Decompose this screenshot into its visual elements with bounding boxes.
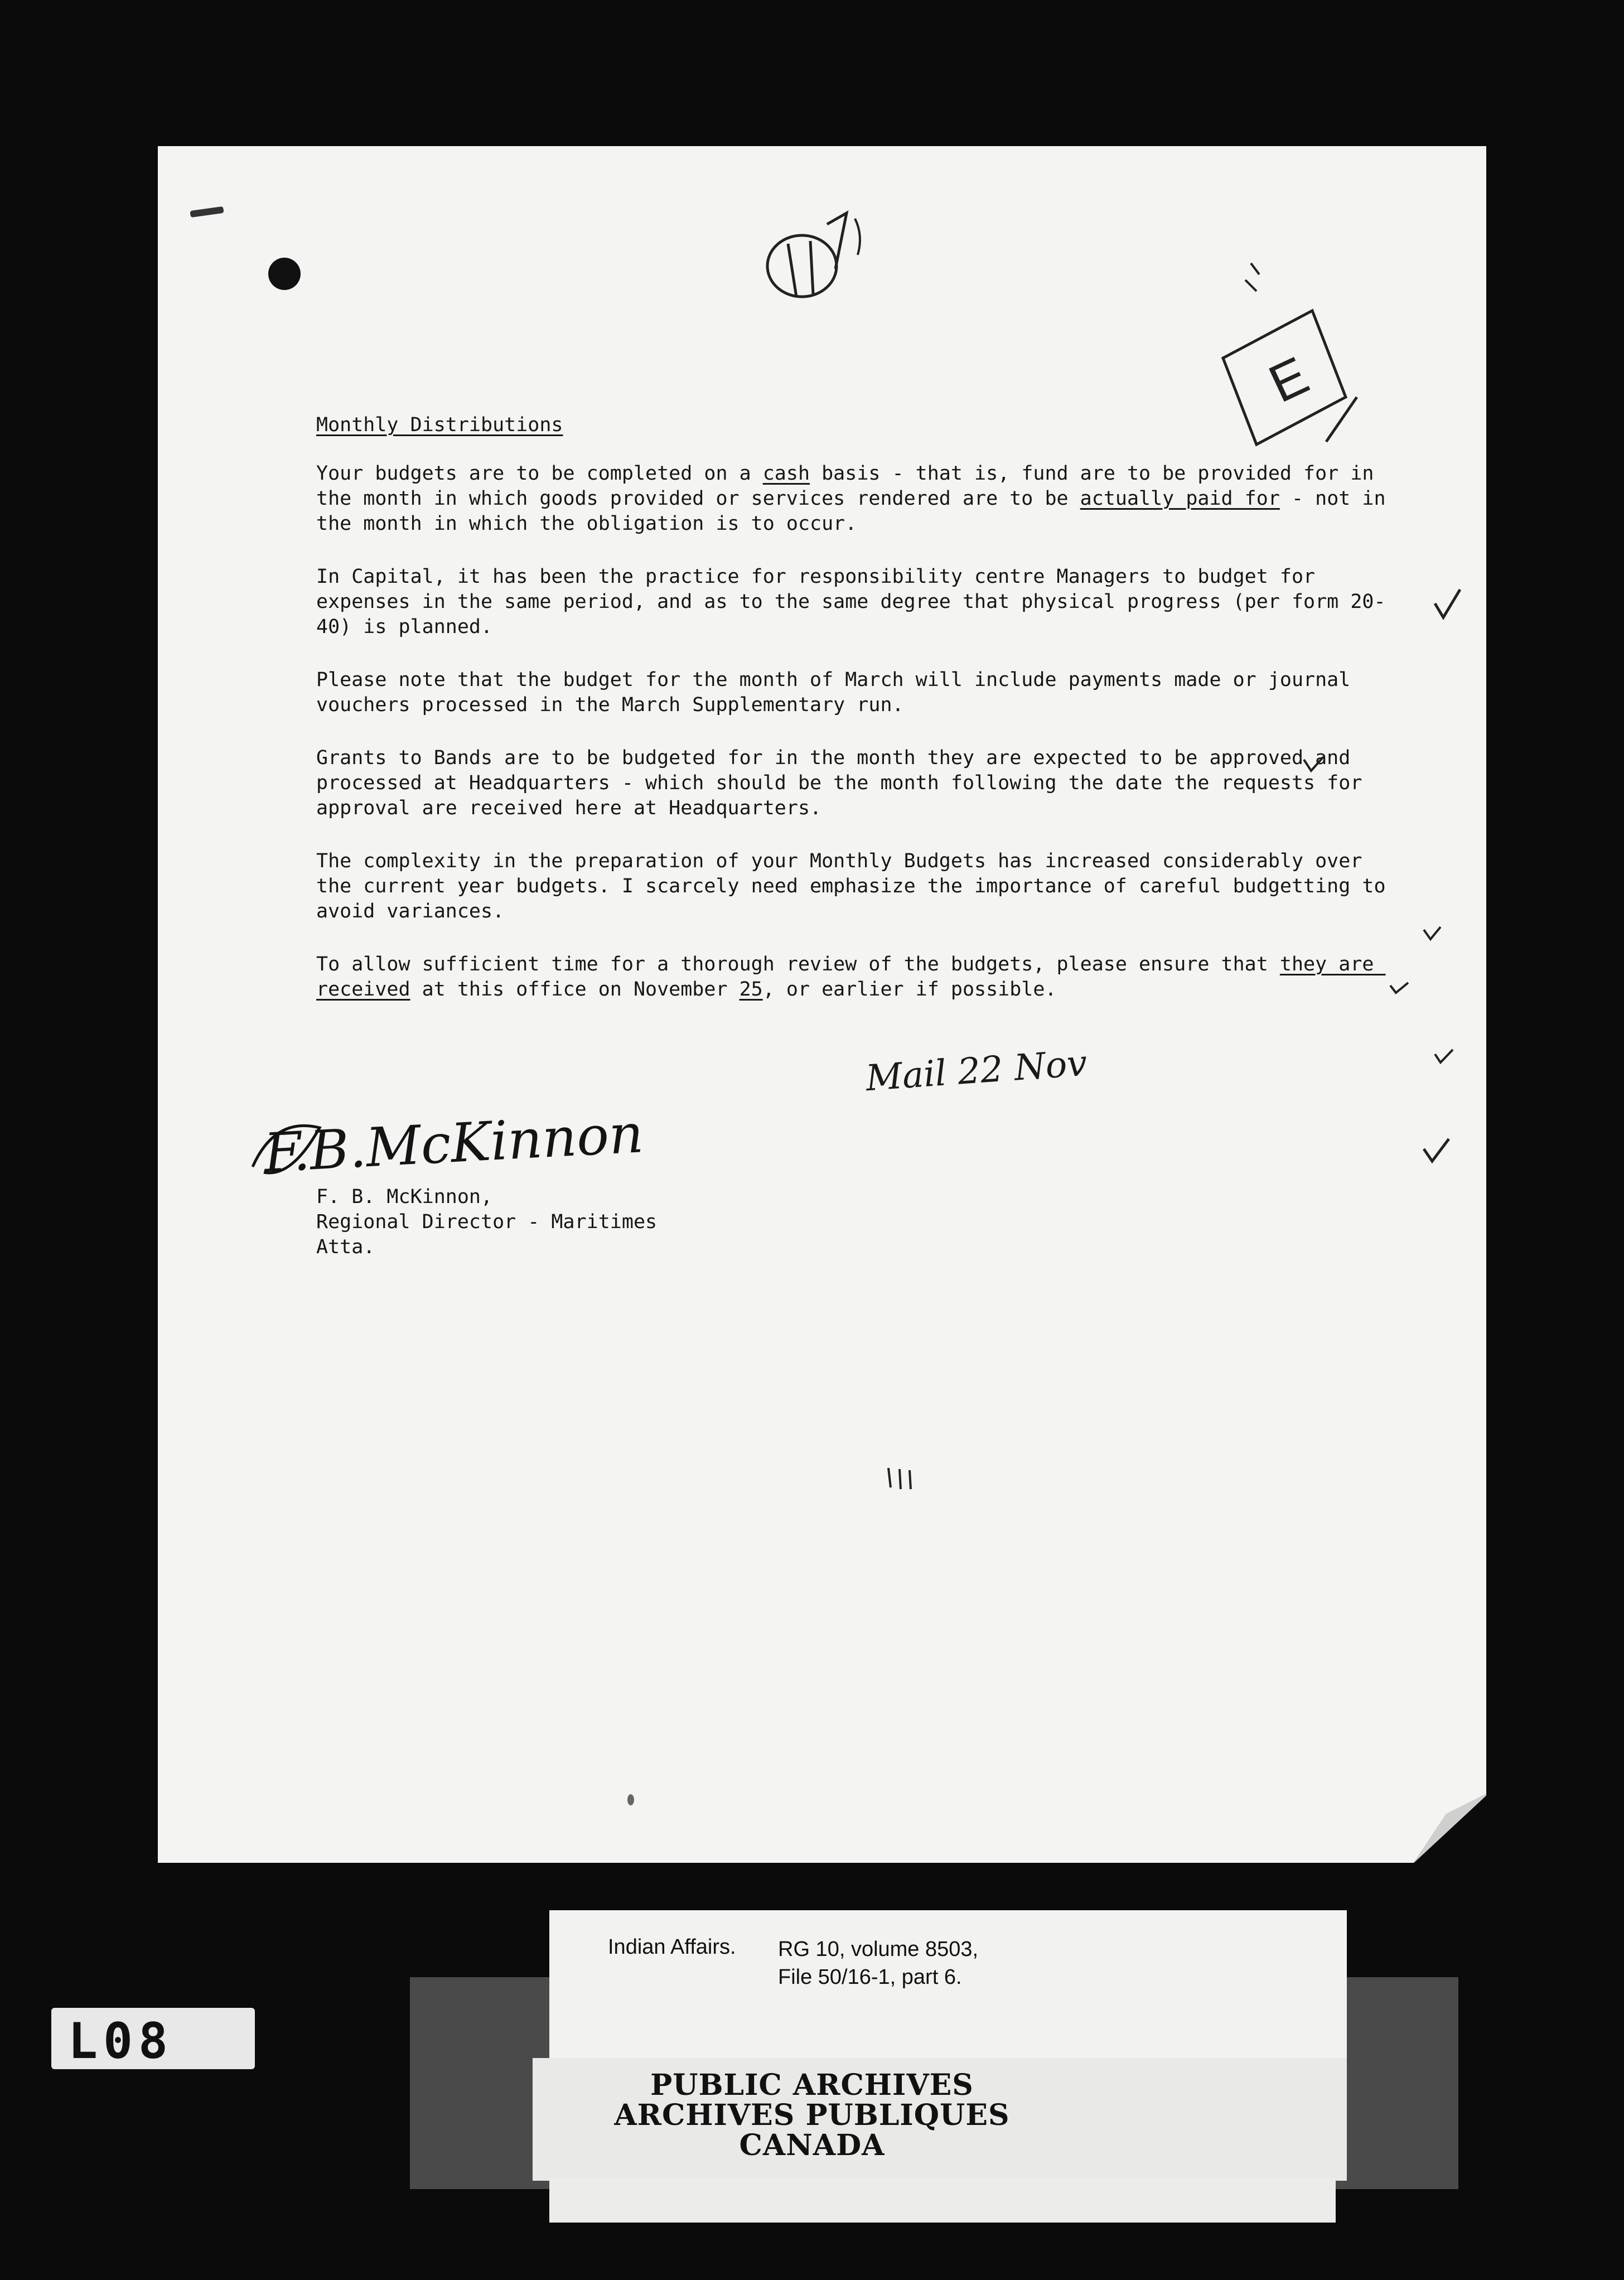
p6-text-e: , or earlier if possible.	[762, 978, 1057, 1001]
signoff-name: F. B. McKinnon,	[316, 1186, 493, 1208]
archive-stamp-line1: PUBLIC ARCHIVES	[650, 2068, 974, 2102]
check-icon	[1304, 757, 1323, 771]
p6-text-c: at this office on November	[410, 978, 740, 1001]
check-marks	[1245, 481, 1480, 1206]
p6-text-a: To allow sufficient time for a thorough review of the budgets, please ensure that	[316, 953, 1280, 975]
document-page	[158, 146, 1486, 1863]
archive-stamp	[0, 2070, 1624, 2161]
letter-heading	[316, 413, 1404, 438]
check-icon	[1390, 983, 1408, 993]
check-icon	[1435, 590, 1460, 617]
letter-body	[316, 413, 1404, 1030]
scribble-circle-mark	[743, 202, 888, 313]
frame-number-label	[51, 2008, 255, 2069]
signoff-place: Atta.	[316, 1236, 375, 1258]
punch-hole	[268, 258, 301, 290]
heading-text: Monthly Distributions	[316, 414, 563, 436]
p1-text-e: - not in the month in which the obligation is to occur.	[316, 487, 1398, 535]
p1-cash-underlined: cash	[762, 462, 810, 485]
archive-base-card	[549, 2178, 1336, 2223]
mail-date-annotation	[861, 1038, 1095, 1117]
p6-date-underlined: 25	[739, 978, 763, 1001]
check-icon	[1424, 927, 1441, 939]
paragraph-march-budget: Please note that the budget for the month of March will include payments made or journal vouchers processed in the March Supplementary run.	[316, 669, 1362, 716]
smudge-mark	[190, 206, 224, 218]
signature-text: F.B.McKinnon	[262, 1102, 645, 1185]
curled-corner	[1379, 1791, 1486, 1863]
boxed-letter: E	[1260, 345, 1318, 414]
paragraph-review-deadline	[316, 952, 1404, 1002]
paragraph-grants-to-bands: Grants to Bands are to be budgeted for in the month they are expected to be approved and processed at Headquarters - which should be the month following the date the requests for approval are received here at Headquarters.	[316, 747, 1374, 819]
archive-reference	[778, 1935, 978, 1991]
signoff-block	[316, 1185, 657, 1260]
p1-actually-paid-underlined: actually paid for	[1080, 487, 1280, 510]
check-icon	[1435, 1050, 1453, 1062]
tally-mark	[883, 1462, 927, 1496]
page-dot-mark	[627, 1794, 634, 1805]
signoff-title: Regional Director - Maritimes	[316, 1211, 658, 1233]
p6-received-underlined: they are received	[316, 953, 1386, 1001]
check-icon	[1424, 1139, 1449, 1161]
archive-reference-line1: RG 10, volume 8503,	[778, 1938, 979, 1961]
frame-number: L08	[68, 2012, 173, 2070]
archive-reference-card	[549, 1910, 1347, 2064]
paragraph-complexity: The complexity in the preparation of your Monthly Budgets has increased considerably over the current year budgets. I scarcely need emphasize the importance of careful budgetting to avoid variances.	[316, 850, 1398, 922]
paragraph-cash-basis	[316, 461, 1404, 537]
signature	[241, 1083, 777, 1195]
archive-stamp-line3: CANADA	[739, 2128, 885, 2162]
archive-stamp-line2: ARCHIVES PUBLIQUES	[614, 2098, 1010, 2132]
archive-source: Indian Affairs.	[608, 1935, 736, 1959]
p1-text-c: basis - that is, fund are to be provided for in the month in which goods provided or services rendered are to be	[316, 462, 1386, 510]
p1-text-a: Your budgets are to be completed on a	[316, 462, 763, 485]
paragraph-capital: In Capital, it has been the practice for responsibility centre Managers to budget for expenses in the same period, and as to the same degree that physical progress (per form 20-40) is planned.	[316, 566, 1386, 638]
mail-date-text: Mail 22 Nov	[864, 1042, 1089, 1100]
archive-reference-line2: File 50/16-1, part 6.	[778, 1965, 962, 1989]
